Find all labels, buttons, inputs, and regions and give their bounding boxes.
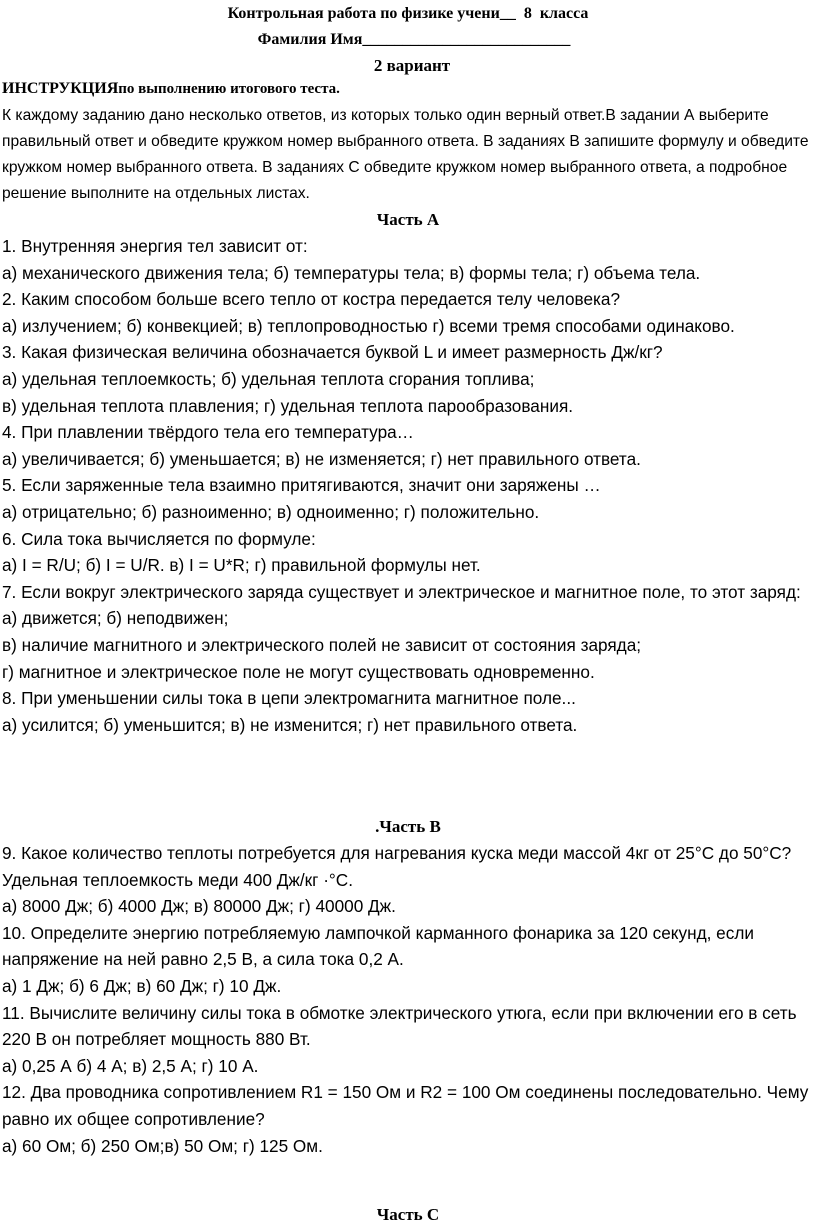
answer-line: а) I = R/U; б) I = U/R. в) I = U*R; г) правильной формулы нет. [2,555,481,576]
part-a-body [2,233,814,738]
answer-line: а) усилится; б) уменьшится; в) не изменится; г) нет правильного ответа. [2,714,578,735]
document-title: Контрольная работа по физике учени__ 8 класса [227,5,589,22]
variant-label: 2 вариант [373,56,451,75]
answer-line: а) 8000 Дж; б) 4000 Дж; в) 80000 Дж; г) 40000 Дж. [2,896,396,917]
question-line: 8. При уменьшении силы тока в цепи электромагнита магнитное поле... [2,688,576,709]
question-line: 4. При плавлении твёрдого тела его температура… [2,422,414,443]
answer-line: а) удельная теплоемкость; б) удельная теплота сгорания топлива; [2,368,535,389]
question-line: 11. Вычислите величину силы тока в обмотке электрического утюга, если при включении его в сеть 220 В он потребляет мощность 880 Вт. [2,1002,797,1050]
question-line: 12. Два проводника сопротивлением R1 = 150 Ом и R2 = 100 Ом соединены последовательно. Чему равно их общее сопротивление? [2,1082,809,1129]
part-a-title: Часть А [376,210,440,229]
instructions-text: К каждому заданию дано несколько ответов, из которых только один верный ответ.В задании А выберите правильный ответ и обведите кружком номер выбранного ответа. В заданиях В запишите формулу и обведите кружком номер выбранного ответа. В заданиях С обведите кружком номер выбранного ответа, а подробное решение выполните на отдельных листах. [2,107,809,202]
question-line: 6. Сила тока вычисляется по формуле: [2,528,316,549]
instructions-heading-rest: по выполнению итогового теста. [118,81,340,97]
answer-line: а) отрицательно; б) разноименно; в) одноименно; г) положительно. [2,501,540,522]
instructions-heading [2,78,340,100]
part-b-body [2,840,814,1159]
part-b-title: .Часть В [375,817,441,836]
answer-line: а) движется; б) неподвижен; [2,608,229,629]
question-line: 7. Если вокруг электрического заряда существует и электрическое и магнитное поле, то этот заряд: [2,581,801,602]
part-c-title: Часть С [376,1205,440,1224]
answer-line: г) магнитное и электрическое поле не могут существовать одновременно. [2,661,595,682]
answer-line: а) увеличивается; б) уменьшается; в) не изменяется; г) нет правильного ответа. [2,448,641,469]
question-line: 2. Каким способом больше всего тепло от костра передается телу человека? [2,289,621,310]
answer-line: а) 0,25 А б) 4 А; в) 2,5 А; г) 10 А. [2,1055,259,1076]
answer-line: а) механического движения тела; б) температуры тела; в) формы тела; г) объема тела. [2,262,701,283]
question-line: 1. Внутренняя энергия тел зависит от: [2,236,308,256]
instructions-heading-bold: ИНСТРУКЦИЯ [2,80,119,97]
answer-line: а) 1 Дж; б) 6 Дж; в) 60 Дж; г) 10 Дж. [2,975,282,996]
answer-line: в) удельная теплота плавления; г) удельная теплота парообразования. [2,395,574,416]
question-line: 5. Если заряженные тела взаимно притягиваются, значит они заряжены … [2,475,601,496]
answer-line: а) излучением; б) конвекцией; в) теплопроводностью г) всеми тремя способами одинаково. [2,315,735,336]
question-line: 10. Определите энергию потребляемую лампочкой карманного фонарика за 120 секунд, если напряжение на ней равно 2,5 В, а сила тока 0,2 А. [2,922,754,970]
answer-line: а) 60 Ом; б) 250 Ом;в) 50 Ом; г) 125 Ом. [2,1135,323,1156]
name-line: Фамилия Имя__________________________ [257,31,571,48]
question-line: 9. Какое количество теплоты потребуется для нагревания куска меди массой 4кг от 25°С до 50°С? Удельная теплоемкость меди 400 Дж/кг ·°С. [2,843,792,890]
question-line: 3. Какая физическая величина обозначается буквой L и имеет размерность Дж/кг? [2,342,663,363]
answer-line: в) наличие магнитного и электрического полей не зависит от состояния заряда; [2,634,642,655]
